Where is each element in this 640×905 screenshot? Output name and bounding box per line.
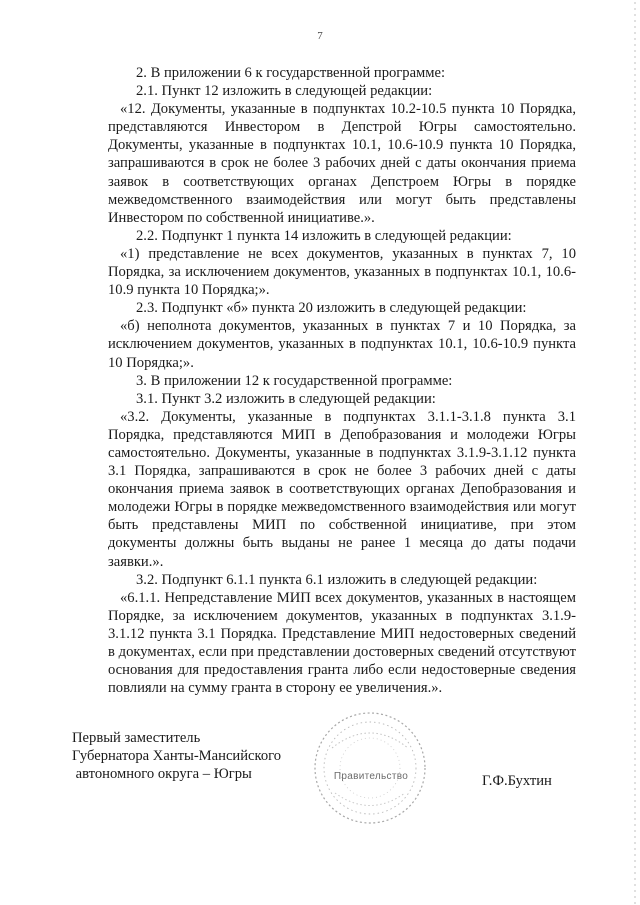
document-body <box>108 64 576 697</box>
subsection-heading: 2.2. Подпункт 1 пункта 14 изложить в следующей редакции: <box>136 227 512 244</box>
amendment-text: «6.1.1. Непредставление МИП всех документов, указанных в настоящем Порядке, за исключением документов, указанных в подпунктах 3.1.9-3.1.12 пункта 3.1 Порядка. Представление МИП недостоверных сведений в документах, если при представлении достоверных сведений отсутствуют основания для предоставления гранта либо если недостоверные сведения повлияли на сумму гранта в сторону ее увеличения.». <box>108 589 576 697</box>
subsection-heading: 3.1. Пункт 3.2 изложить в следующей редакции: <box>136 390 436 407</box>
signatory-name: Г.Ф.Бухтин <box>482 773 552 789</box>
seal-inner-text: Правительство <box>333 771 409 782</box>
amendment-text: «1) представление не всех документов, указанных в пунктах 7, 10 Порядка, за исключением документов, указанных в подпунктах 10.1, 10.6-10.9 пункта 10 Порядка;». <box>108 245 576 299</box>
signatory-title-line: автономного округа – Югры <box>72 766 252 782</box>
subsection-heading: 2.3. Подпункт «б» пункта 20 изложить в следующей редакции: <box>136 300 527 317</box>
amendment-text: «б) неполнота документов, указанных в пунктах 7 и 10 Порядка, за исключением документов, указанных в подпунктах 10.1, 10.6-10.9 пункта 10 Порядка;». <box>108 318 576 371</box>
amendment-text: «12. Документы, указанные в подпунктах 10.2-10.5 пункта 10 Порядка, представляются Инвестором в Депстрой Югры самостоятельно. Документы, указанные в подпунктах 10.1, 10.6-10.9 пункта 10 Порядка, запрашиваются в срок не более 3 рабочих дней с даты окончания приема заявок в соответствующих органах Депстроем Югры в порядке межведомственного взаимодействия или могут быть представлены Инвестором по собственной инициативе.». <box>108 101 576 226</box>
scan-edge-artifact <box>634 0 636 905</box>
page-number: 7 <box>317 30 323 42</box>
section-heading: 2. В приложении 6 к государственной программе: <box>136 65 446 81</box>
signatory-title-line: Первый заместитель <box>72 730 201 746</box>
subsection-heading: 2.1. Пункт 12 изложить в следующей редакции: <box>136 83 433 100</box>
official-seal-icon <box>310 708 430 828</box>
signatory-title-line: Губернатора Ханты-Мансийского <box>72 748 282 764</box>
amendment-text: «3.2. Документы, указанные в подпунктах 3.1.1-3.1.8 пункта 3.1 Порядка, представляются МИП в Депобразования и молодежи Югры самостоятельно. Документы, указанные в подпунктах 3.1.9-3.1.12 пункта 3.1 Порядка, запрашиваются в срок не более 3 рабочих дней с даты окончания приема заявок в соответствующих органах Депобразования и молодежи Югры в порядке межведомственного взаимодействия или могут быть представлены МИП по собственной инициативе, при этом документы должны быть выданы не ранее 1 месяца до даты подачи заявки.». <box>108 408 576 570</box>
subsection-heading: 3.2. Подпункт 6.1.1 пункта 6.1 изложить в следующей редакции: <box>136 571 538 588</box>
section-heading: 3. В приложении 12 к государственной программе: <box>136 372 453 389</box>
